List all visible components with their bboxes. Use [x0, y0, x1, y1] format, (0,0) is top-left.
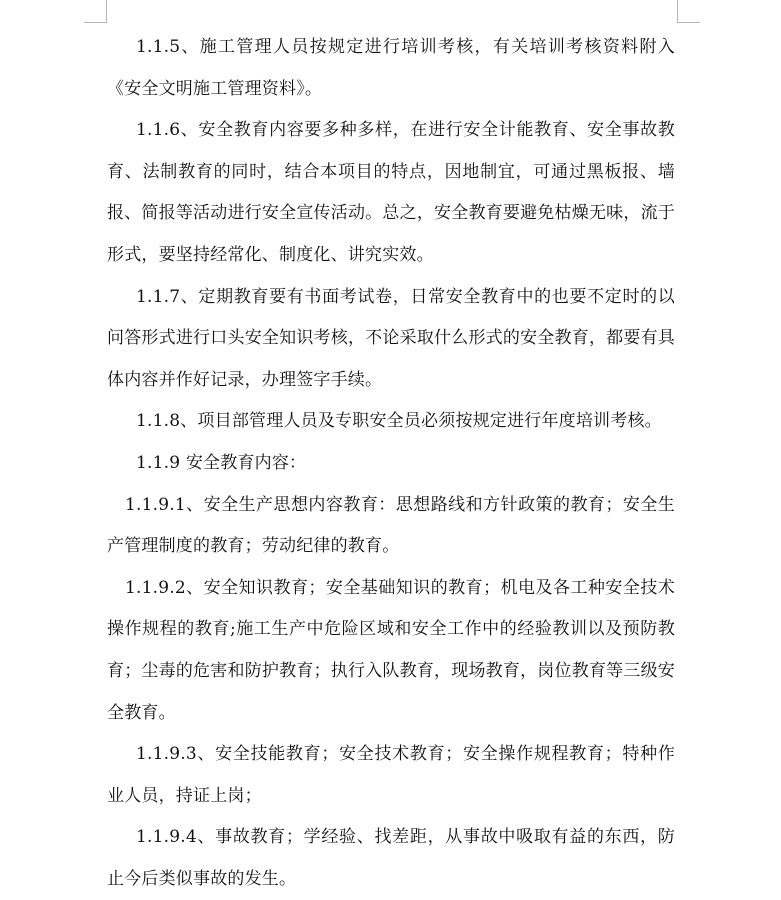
page-corner-mark-left: [84, 0, 107, 23]
paragraph-1-1-7: 1.1.7、定期教育要有书面考试卷，日常安全教育中的也要不定时的以问答形式进行口头安全知识考核，不论采取什么形式的安全教育，都要有具体内容并作好记录，办理签字手续。: [107, 286, 675, 390]
paragraph-1-1-9-4: 1.1.9.4、事故教育；学经验、找差距，从事故中吸取有益的东西，防止今后类似事故的发生。: [107, 827, 675, 889]
page-corner-mark-right: [677, 0, 700, 23]
paragraph-1-1-6: 1.1.6、安全教育内容要多种多样，在进行安全计能教育、安全事故教育、法制教育的同时，结合本项目的特点，因地制宜，可通过黑板报、墙报、简报等活动进行安全宣传活动。总之，安全教育要避免枯燥无味，流于形式，要坚持经常化、制度化、讲究实效。: [107, 120, 675, 265]
document-page: [107, 27, 675, 900]
paragraph-1-1-9-1: 1.1.9.1、安全生产思想内容教育：思想路线和方针政策的教育；安全生产管理制度的教育；劳动纪律的教育。: [107, 494, 675, 557]
paragraph-1-1-9-2: 1.1.9.2、安全知识教育；安全基础知识的教育；机电及各工种安全技术操作规程的教育;施工生产中危险区域和安全工作中的经验教训以及预防教育；尘毒的危害和防护教育；执行入队教育，现场教育，岗位教育等三级安全教育。: [107, 577, 675, 723]
paragraph-1-1-9-3: 1.1.9.3、安全技能教育；安全技术教育；安全操作规程教育；特种作业人员，持证上岗；: [107, 744, 675, 806]
paragraph-1-1-9-heading: 1.1.9 安全教育内容：: [136, 452, 307, 473]
paragraph-1-1-8: 1.1.8、项目部管理人员及专职安全员必须按规定进行年度培训考核。: [136, 411, 662, 432]
paragraph-1-1-5: 1.1.5、施工管理人员按规定进行培训考核，有关培训考核资料附入《安全文明施工管理资料》。: [107, 37, 675, 99]
